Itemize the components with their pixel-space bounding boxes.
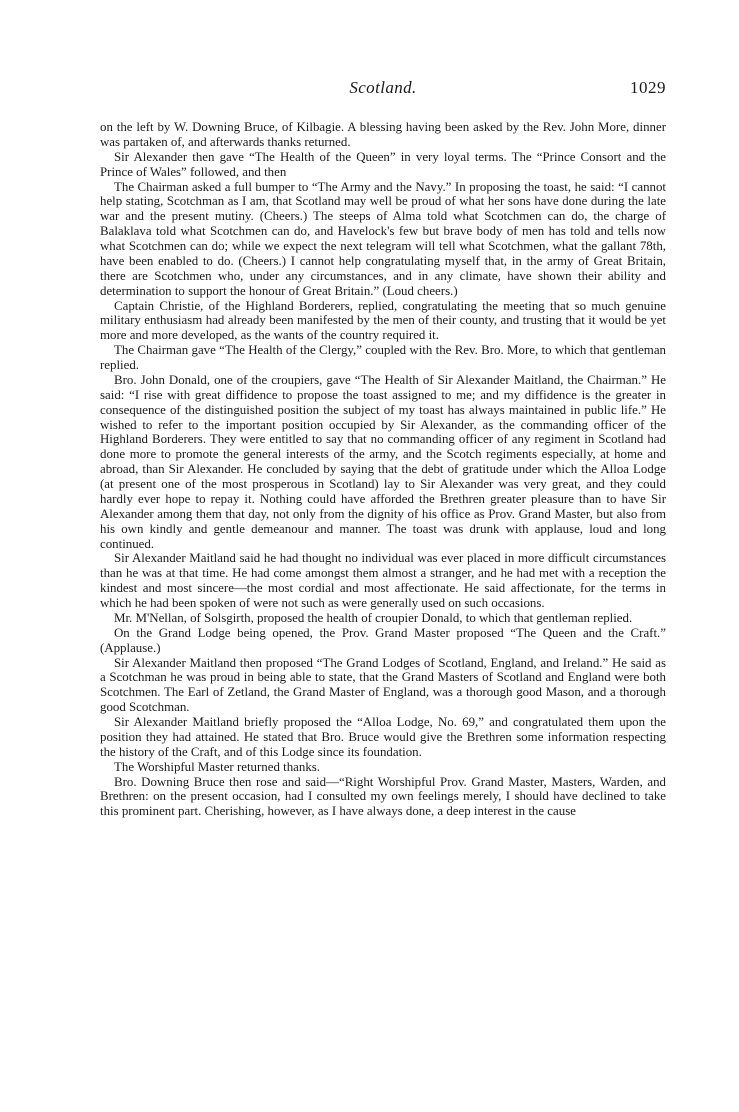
paragraph: Sir Alexander Maitland said he had thought no individual was ever placed in more difficult circumstances than he was at that time. He had come amongst them almost a stranger, and he had met with a reception the kindest and most sincere—the most cordial and most affectionate. He said affectionate, for the terms in which he had been spoken of were not such as were generally used on such occasions. — [100, 551, 666, 610]
paragraph: The Worshipful Master returned thanks. — [114, 759, 320, 774]
paragraph: Captain Christie, of the Highland Borderers, replied, congratulating the meeting that so much genuine military enthusiasm had already been manifested by the men of their county, and trusting that it would be yet more and more developed, as the wants of the country required it. — [100, 298, 666, 343]
paragraph: The Chairman asked a full bumper to “The Army and the Navy.” In proposing the toast, he said: “I cannot help stating, Scotchman as I am, that Scotland may well be proud of what her sons have done during the late war and the present mutiny. (Cheers.) The steeps of Alma told what Scotchmen can do, the charge of Balaklava told what Scotchmen can do, and Havelock's few but brave body of men has told and tells now what Scotchmen can do; while we expect the next telegram will tell what Scotchmen, what the gallant 78th, have been enabled to do. (Cheers.) I cannot help congratulating myself that, in the army of Great Britain, there are Scotchmen who, under any circumstances, and in any climate, have shown their ability and determination to support the honour of Great Britain.” (Loud cheers.) — [100, 179, 666, 298]
paragraph: Bro. John Donald, one of the croupiers, gave “The Health of Sir Alexander Maitland, the Chairman.” He said: “I rise with great diffidence to propose the toast assigned to me; and my diffidence is the greater in consequence of the distinguished position the subject of my toast has always maintained in public life.” He wished to refer to the important position occupied by Sir Alexander, as the commanding officer of the Highland Borderers. They were entitled to say that no commanding officer of any regiment in Scotland had done more to promote the general interests of the army, and the Scotch regiments especially, at home and abroad, than Sir Alexander. He concluded by saying that the debt of gratitude under which the Alloa Lodge (at present one of the most prosperous in Scotland) lay to Sir Alexander was very great, and they could hardly ever hope to repay it. Nothing could have afforded the Brethren greater pleasure than to have Sir Alexander among them that day, not only from the dignity of his office as Prov. Grand Master, but also from his own kindly and gentle demeanour and manner. The toast was drunk with applause, loud and long continued. — [100, 372, 666, 551]
paragraph: Bro. Downing Bruce then rose and said—“Right Worshipful Prov. Grand Master, Masters, Warden, and Brethren: on the present occasion, had I consulted my own feelings merely, I should have declined to take this prominent part. Cherishing, however, as I have always done, a deep interest in the cause — [100, 774, 666, 819]
running-title: Scotland. — [349, 78, 417, 97]
article-body — [100, 120, 666, 819]
page-header — [100, 78, 666, 102]
paragraph: On the Grand Lodge being opened, the Prov. Grand Master proposed “The Queen and the Craft.” (Applause.) — [100, 625, 666, 655]
paragraph: Sir Alexander Maitland briefly proposed the “Alloa Lodge, No. 69,” and congratulated them upon the position they had attained. He stated that Bro. Bruce would give the Brethren some information respecting the history of the Craft, and of this Lodge since its foundation. — [100, 715, 666, 759]
paragraph: Mr. M'Nellan, of Solsgirth, proposed the health of croupier Donald, to which that gentleman replied. — [114, 610, 633, 625]
page-number: 1029 — [630, 78, 666, 97]
paragraph: Sir Alexander Maitland then proposed “The Grand Lodges of Scotland, England, and Ireland.” He said as a Scotchman he was proud in being able to state, that the Grand Masters of Scotland and England were both Scotchmen. The Earl of Zetland, the Grand Master of England, was a thorough good Mason, and a thorough good Scotchman. — [100, 655, 666, 715]
paragraph: Sir Alexander then gave “The Health of the Queen” in very loyal terms. The “Prince Consort and the Prince of Wales” followed, and then — [100, 149, 666, 179]
paragraph: on the left by W. Downing Bruce, of Kilbagie. A blessing having been asked by the Rev. John More, dinner was partaken of, and afterwards thanks returned. — [100, 120, 666, 149]
paragraph: The Chairman gave “The Health of the Clergy,” coupled with the Rev. Bro. More, to which that gentleman replied. — [100, 343, 666, 372]
